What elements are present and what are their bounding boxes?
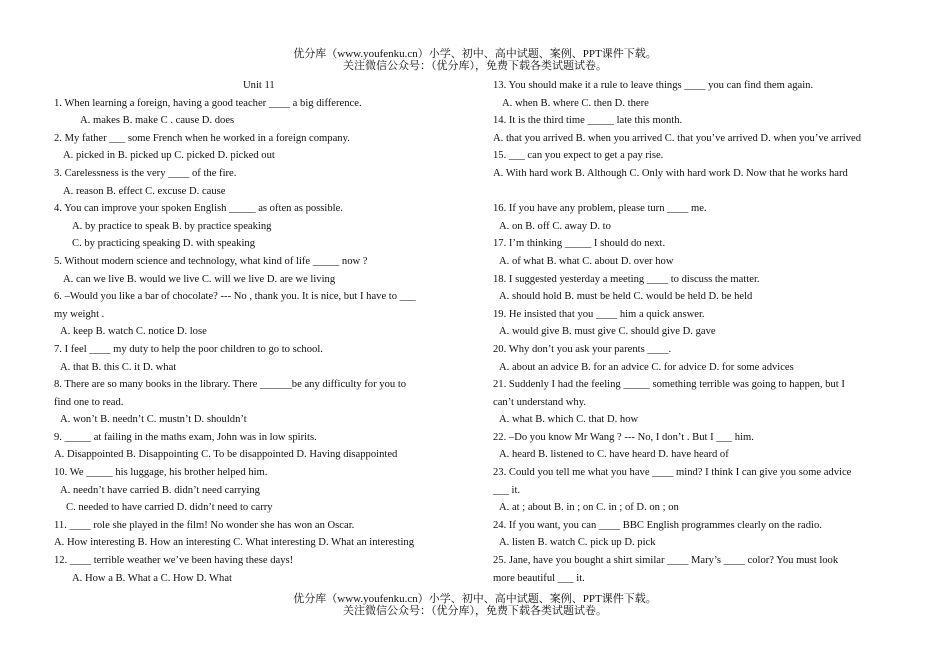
question-line: 20. Why don’t you ask your parents ____. xyxy=(493,343,672,355)
unit-title: Unit 11 xyxy=(243,80,275,91)
question-line: 2. My father ___ some French when he worked in a foreign company. xyxy=(54,132,350,144)
options-line: A. How interesting B. How an interesting C. What interesting D. What an interesting xyxy=(54,537,415,549)
question-line: 21. Suddenly I had the feeling _____ something terrible was going to happen, but I xyxy=(493,379,845,391)
question-continuation: my weight . xyxy=(54,308,105,320)
question-line: 7. I feel ____ my duty to help the poor children to go to school. xyxy=(54,343,323,355)
right-column xyxy=(493,77,911,587)
options-line: A. when B. where C. then D. there xyxy=(502,97,649,109)
options-line: A. on B. off C. away D. to xyxy=(499,220,611,232)
question-line: 23. Could you tell me what you have ____ mind? I think I can give you some advice xyxy=(493,467,852,479)
options-line: C. by practicing speaking D. with speaking xyxy=(72,238,256,250)
question-continuation: find one to read. xyxy=(54,396,124,408)
options-line: A. about an advice B. for an advice C. for advice D. for some advices xyxy=(499,361,794,373)
options-line: A. picked in B. picked up C. picked D. picked out xyxy=(63,150,275,162)
question-line: 12. ____ terrible weather we’ve been having these days! xyxy=(54,555,294,567)
question-line: 25. Jane, have you bought a shirt similar ____ Mary’s ____ color? You must look xyxy=(493,555,839,567)
options-line: A. makes B. make C . cause D. does xyxy=(80,115,235,127)
question-line: 24. If you want, you can ____ BBC English programmes clearly on the radio. xyxy=(493,519,822,531)
question-line: 1. When learning a foreign, having a good teacher ____ a big difference. xyxy=(54,97,362,109)
options-line: C. needed to have carried D. didn’t need to carry xyxy=(66,502,273,514)
question-line: 17. I’m thinking _____ I should do next. xyxy=(493,238,666,250)
footer-line-1: 优分库（www.youfenku.cn）小学、初中、高中试题、案例、PPT课件下载。 xyxy=(293,593,657,605)
header-line-2: 关注微信公众号：（优分库），免费下载各类试题试卷。 xyxy=(343,60,607,72)
options-line: A. reason B. effect C. excuse D. cause xyxy=(63,185,226,197)
options-line: A. of what B. what C. about D. over how xyxy=(499,255,674,267)
options-line: A. With hard work B. Although C. Only with hard work D. Now that he works hard xyxy=(493,167,848,179)
question-line: 5. Without modern science and technology, what kind of life _____ now ? xyxy=(54,255,368,267)
options-line: A. at ; about B. in ; on C. in ; of D. on ; on xyxy=(499,502,679,514)
options-line: A. listen B. watch C. pick up D. pick xyxy=(499,537,656,549)
question-line: 8. There are so many books in the library. There ______be any difficulty for you to xyxy=(54,379,407,391)
options-line: A. keep B. watch C. notice D. lose xyxy=(60,326,207,338)
question-line: 9. _____ at failing in the maths exam, John was in low spirits. xyxy=(54,431,317,443)
options-line: A. can we live B. would we live C. will we live D. are we living xyxy=(63,273,336,285)
header-banner xyxy=(0,48,950,72)
question-line: 14. It is the third time _____ late this month. xyxy=(493,115,683,127)
question-line: 11. ____ role she played in the film! No wonder she has won an Oscar. xyxy=(54,519,355,531)
options-line: A. heard B. listened to C. have heard D. have heard of xyxy=(499,449,729,461)
question-continuation: can’t understand why. xyxy=(493,396,586,408)
header-line-1: 优分库（www.youfenku.cn）小学、初中、高中试题、案例、PPT课件下载。 xyxy=(293,48,657,60)
options-line: A. would give B. must give C. should give D. gave xyxy=(499,326,716,338)
question-line: 19. He insisted that you ____ him a quick answer. xyxy=(493,308,705,320)
blank-line xyxy=(493,183,911,201)
question-line: 3. Carelessness is the very ____ of the fire. xyxy=(54,167,237,179)
options-line: A. Disappointed B. Disappointing C. To be disappointed D. Having disappointed xyxy=(54,449,398,461)
question-line: 15. ___ can you expect to get a pay rise. xyxy=(493,150,664,162)
footer-banner xyxy=(0,593,950,617)
options-line: A. should hold B. must be held C. would be held D. be held xyxy=(499,291,753,303)
question-line: 6. –Would you like a bar of chocolate? --- No , thank you. It is nice, but I have to ___ xyxy=(54,291,416,303)
options-line: A. needn’t have carried B. didn’t need carrying xyxy=(60,484,260,496)
question-line: 13. You should make it a rule to leave things ____ you can find them again. xyxy=(493,80,814,91)
options-line: A. that you arrived B. when you arrived C. that you’ve arrived D. when you’ve arrived xyxy=(493,132,862,144)
options-line: A. that B. this C. it D. what xyxy=(60,361,177,373)
question-line: 16. If you have any problem, please turn ____ me. xyxy=(493,203,707,215)
options-line: A. How a B. What a C. How D. What xyxy=(72,572,232,584)
question-line: 10. We _____ his luggage, his brother helped him. xyxy=(54,467,268,479)
footer-line-2: 关注微信公众号：（优分库），免费下载各类试题试卷。 xyxy=(343,605,607,617)
left-column xyxy=(54,77,464,587)
question-line: 18. I suggested yesterday a meeting ____ to discuss the matter. xyxy=(493,273,760,285)
options-line: A. what B. which C. that D. how xyxy=(499,414,639,426)
question-line: 4. You can improve your spoken English _____ as often as possible. xyxy=(54,203,343,215)
options-line: A. by practice to speak B. by practice speaking xyxy=(72,220,272,232)
question-continuation: more beautiful ___ it. xyxy=(493,572,585,584)
question-continuation: ___ it. xyxy=(493,484,521,496)
options-line: A. won’t B. needn’t C. mustn’t D. shouldn’t xyxy=(60,414,247,426)
question-line: 22. –Do you know Mr Wang ? --- No, I don’t . But I ___ him. xyxy=(493,431,754,443)
